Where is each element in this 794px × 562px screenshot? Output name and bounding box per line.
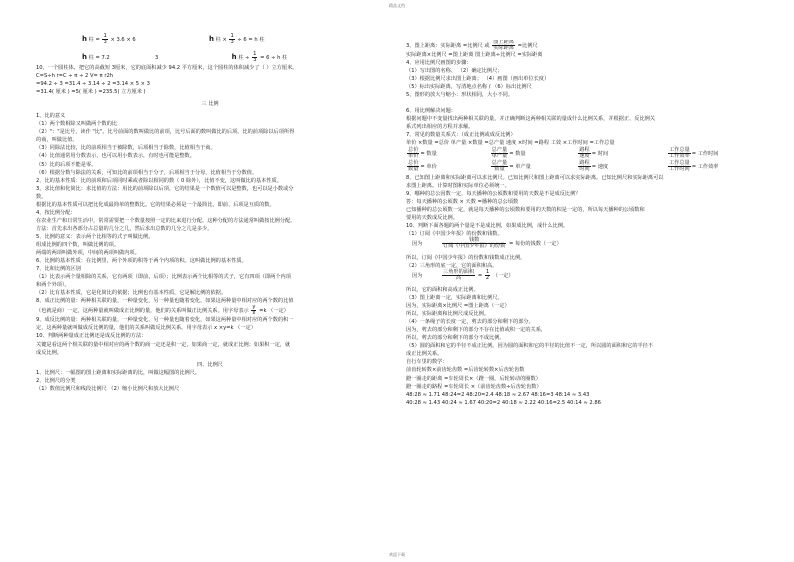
text-line: 和两个外项）。 [36, 282, 70, 289]
text-line: 两端的两项叫做外项，中间的两项叫做内项。 [36, 250, 140, 257]
text-fragment: （也就是商）一定，这两种量就叫做成正比例的量，他们的关系叫做正比例关系。用字母表示 [36, 308, 249, 315]
text-line: C=S÷h r=C ÷ π ÷ 2 V= π r2h [36, 73, 114, 80]
text-fragment: =k （一定） [259, 308, 289, 315]
text-line: 系式列出相应的方程并求解。 [406, 124, 474, 131]
relation-cell: $\frac{\text{路程}}{\text{时间}}$ = 速度 [579, 159, 609, 172]
page-header: 精品文档 [389, 3, 405, 8]
text-line: 10、一个圆柱体，把它的高截短 3厘米，它的底面积减少 94.2 平方厘米，这个圆柱的体积减少了（ ）立方厘米。 [36, 65, 298, 71]
fraction: $\frac{1}{2}$ [485, 268, 490, 281]
fraction: $\frac{\text{钱数}}{\text{订阅《中国少年报》的份数}}$ [443, 236, 506, 249]
relation-cell: $\frac{\text{工作总量}}{\text{工作效率}}$ = 工作时间 [668, 146, 719, 159]
text-line: 数。 [36, 193, 47, 200]
text-line: 因为，实际距离×比例尺 =图上距离（一定） [406, 303, 510, 310]
relation-cell: $\frac{\text{总价}}{\text{单价}}$ = 数量 [408, 146, 437, 159]
text-line: 48:28 ≈ 1.71 48:24=2 48:20=2.4 48:18 ≈ 2.67 48:16=3 48:14 ≈ 3.43 [406, 391, 590, 398]
text-line: （6）根据分数与除法的关系，可知比的前项相当于分子，后项相当于分母，比值相当于分数值。 [36, 169, 258, 176]
text-line: （3）图上距离一定，实际距离和比例尺。 [406, 295, 503, 302]
fraction: $\frac{1}{3}$ [230, 33, 234, 45]
text-line: 所以，剪去的部分和剩下的部分不成比例。 [406, 335, 505, 342]
text-line: 5、图形的放大与缩小：形状相同，大小不同。 [406, 92, 514, 99]
text-line: 9、哪种的总公因数一定，每天播种的公顷数和要用的天数是不是成反比例？ [406, 190, 581, 197]
text-line [406, 40, 764, 51]
text-line: 所以，它的面积和高成正比例。 [406, 286, 479, 293]
text-line: （1）两个数相除又叫做两个数的比 [36, 121, 118, 128]
text-line: 4、按比例分配： [36, 209, 76, 216]
text-line: 实际距离×比例尺 =图上距离 图上距离÷比例尺 =实际距离 [406, 52, 543, 58]
text-fragment: 因为 [412, 272, 423, 279]
text-line: 自行车里的数学： [406, 359, 448, 366]
text-line [36, 305, 384, 316]
fraction: $\frac{1}{3}$ [253, 51, 257, 63]
text-line: 3、求比值和化简比：求比值的方法：用比的前项除以后项，它的结果是一个数值可以是整数，也可以是小数或分 [36, 185, 294, 192]
text-line: =94.2 ÷ 3 =31.4 ÷ 3.14 ÷ 2 =3.14 × 5 × 3 [36, 81, 150, 88]
text-line: （4）比值通常用分数表示，也可以用小数表示，有时也可能是整数。 [36, 153, 195, 160]
text-line: （5）比的后项不能是零。 [36, 161, 97, 168]
relation-row-1 [406, 148, 764, 161]
text-line: （5）标出实际距离，写清地点名称 / （6）标出比例尺 [406, 84, 532, 91]
text-line: （5）圆的面积和它的半径不成正比例。因为圆的面积和它的半径的比值不一定，所以圆的面积和它的半径不 [406, 343, 654, 350]
text-line: （1）数值比例尺和线段比例尺 （2）缩小比例尺和放大比例尺 [36, 385, 180, 392]
relation-cell: $\frac{\text{总产量}}{\text{数量}}$ = 单产量 [491, 159, 531, 172]
text-line: 4、应用比例尺画图的步骤： [406, 60, 472, 67]
section-heading: 四、比例尺 [197, 361, 223, 368]
relation-row-2 [406, 161, 764, 174]
left-column [36, 34, 384, 393]
text-line: 蹬一圈走的距离 =车轮周长×（蹬一圈，后轮转动的圈数） [406, 375, 541, 382]
text-line: 9、成反比例的量：两种相关联的量，一种量变化，另一种量也随着变化，如果这两种量中相对应的两个数的积一 [36, 317, 294, 324]
text-line: （2）"："是比号，读作 "比"。比号前面的数叫做比的前项，比号后面的数叫做比的后项。比的前项除以后项所得 [36, 129, 295, 136]
text-line: 成正比例关系。 [406, 351, 443, 358]
text-line: （1）比表示两个量相除的关系，它有两项（即前、后项）；比例表示两个比相等的式子，它有四项（即两个内项 [36, 274, 291, 281]
text-line: 组成比例的四个数，叫做比例的项。 [36, 241, 120, 248]
text-line: 方法：首先求出各部分占总量的几分之几，然后求出总数的几分之几是多少。 [36, 225, 213, 232]
text-line: 8、已知图上距离和实际距离可以求比例尺。已知比例尺和图上距离可以求实际距离。已知比例尺和实际距离可以 [406, 174, 664, 181]
text-line: 已知播种的总公顷数一定，就是每天播种的公顷数和要用的天数的积是一定的，所以每天播种的公顷数和 [406, 206, 645, 213]
text-line: 的商，叫做比值。 [36, 137, 78, 144]
text-line: 定，这两种量就叫做成反比例的量，他们的关系叫做反比例关系。用字母表示 x ×y=k （一定） [36, 325, 256, 332]
text-line: 前齿轮转数×前齿轮齿数 =后齿轮转数×后齿轮齿数 [406, 367, 525, 374]
text-line: 蹬一圈走的路程 =车轮周长 ×（前齿轮齿数÷后齿轮齿数） [406, 383, 542, 390]
text-line: 在农业生产和日常生活中，常常需要把一个数量按照一定的比来进行分配。这种分配的方法通常叫做按比例分配。 [36, 217, 296, 224]
section-heading: 三 比例 [201, 101, 219, 108]
fraction: $\frac{y}{x}$ [252, 305, 256, 317]
text-line: 1、比例尺：一幅图的图上距离和实际距离的比，叫做这幅图的比例尺。 [36, 369, 201, 376]
question-2-formula: 因为 $\frac{\text{三角形的面积}}{\text{高}}$ = $\frac{1}{2}$ （一定） [412, 268, 514, 281]
text-fragment: 3、图上距离：实际距离 =比例尺 或 [406, 43, 490, 49]
text-line: （1）订阅《中国少年报》的份数和钱数。 [406, 230, 503, 237]
text-line: 2、比例尺的分类 [36, 377, 76, 384]
text-line: 7、比和比例的区别 [36, 266, 81, 273]
text-line: 1、比的意义 [36, 113, 66, 120]
h-symbol: h [82, 53, 87, 61]
formula-text: = 6 ÷ h [260, 55, 281, 61]
fraction: $\frac{1}{3}$ [103, 33, 107, 45]
text-line: （1）写出图的名称、 （2）确定比例尺； [406, 68, 503, 75]
text-line: 根据问题中不变量找出两种相关联的量，并正确判断这两种相关联的量成什么比例关系，并根据正、反比例关 [406, 116, 656, 123]
text-line: 单价 ×数量 =总价 单产量 ×数量 =总产量 速度 ×时间 =路程 工效 ×工作时间 =工作总量 [406, 140, 615, 147]
text-line: 答：每天播种的公顷数 × 天数 =播种的总公顷数 [406, 198, 519, 205]
relation-cell: $\frac{\text{总产量}}{\text{单产量}}$ = 数量 [491, 146, 526, 159]
h-symbol: h [208, 35, 214, 43]
text-line: 因为，剪去的部分和剩下的部分不存在比值或积一定的关系， [406, 327, 547, 334]
text-line: 8、成正比例的量：两种相关联的量，一种量变化，另一种量也随着变化，如果这两种量中相对应的两个数的比值 [36, 298, 294, 305]
formula-row-2 [82, 51, 384, 63]
relation-cell: $\frac{\text{总价}}{\text{数量}}$ = 单价 [408, 159, 437, 172]
text-line: 所以，实际距离和比例尺成反比例。 [406, 311, 490, 318]
text-line: （2）三角形的底一定，它的面积和高。 [406, 262, 498, 269]
text-line: 10、判断下面各题的两个量是不是成比例，如果成比例，成什么比例。 [406, 222, 569, 229]
text-line: 6、用比例解决问题： [406, 108, 456, 115]
fraction: $\frac{\text{三角形的面积}}{\text{高}}$ [443, 268, 475, 281]
text-line: 6、比例的基本性质：在比例里，两个外项的积等于两个内项的积。这叫做比例的基本性质。 [36, 258, 247, 265]
formula-text: 柱 ÷ [238, 55, 250, 61]
text-line: （4）一条绳子的长度一定，剪去的部分和剩下的部分。 [406, 319, 534, 326]
text-line: 40:28 ≈ 1.43 40:24 ≈ 1.67 40:20=2 40:18 ≈ 2.22 40:16=2.5 40:14 ≈ 2.86 [406, 399, 601, 406]
formula-text: 柱 = [88, 37, 100, 43]
text-fragment: （一定） [492, 272, 514, 279]
text-line: （2）比有基本性质，它是化简比的依据；比例也有基本性质，它是解比例的依据。 [36, 290, 227, 297]
formula-text: 柱 = 7.2 [88, 55, 110, 61]
formula-text: 3 [155, 55, 159, 61]
right-column [406, 40, 764, 407]
formula-text: × 3.6 × 6 [110, 37, 136, 43]
text-line: 关键是看这两个相关联的量中相对应的两个数的商一定还是积一定，如果商一定，就成正比例；如果积一定，就 [36, 341, 291, 348]
h-symbol: h [82, 35, 87, 43]
text-line: 成反比例。 [36, 349, 62, 356]
text-line: 5、比例的意义：表示两个比相等的式子叫做比例。 [36, 233, 154, 240]
question-1-formula [406, 238, 764, 254]
text-line: =31.4( 厘米 ) =5( 厘米 ) =235.5( 立方厘米 ) [36, 89, 146, 96]
relation-cell: $\frac{\text{工作总量}}{\text{工作时间}}$ = 工作效率 [668, 159, 719, 172]
formula-row-1 [82, 33, 384, 45]
formula-text: 柱 [282, 55, 288, 61]
text-line: 要用的天数成反比例。 [406, 214, 458, 221]
text-line: 求图上距离。计算时图和实际单位必须统一。 [406, 182, 510, 189]
formula-text: ÷ 6 = h [237, 37, 258, 43]
h-symbol: h [231, 53, 237, 61]
page-footer: 欢迎下载 [389, 552, 405, 557]
text-line: 7、常见的数量关系式：（成正比例或成反比例） [406, 132, 516, 139]
text-line: （3）根据比例尺求出图上距离； （4）画图（画出单位长度） [406, 76, 550, 83]
text-line: 2、比的基本性质：比的前项和后项同时乘或者除以相同的数（ 0 除外），比值不变，这叫做比的基本性质。 [36, 177, 282, 184]
text-line [406, 99, 764, 107]
fraction: $\frac{\text{图上距离}}{\text{实际距离}}$ [493, 40, 514, 51]
text-line: 所以，订阅《中国少年报》的份数和钱数成正比例。 [406, 254, 526, 261]
text-fragment: =比例尺 [517, 43, 538, 49]
formula-text: 柱 × [215, 37, 227, 43]
formula-text: 柱 [259, 37, 265, 43]
text-line: （3）同除法比较，比的前项相当于被除数，后项相当于除数，比值相当于商。 [36, 145, 216, 152]
text-line: 10、判断两种量成正比例还是成反比例的方法： [36, 333, 147, 340]
text-line: 根据比的基本性质可以把比化成最简单的整数比。它的结果必须是一个最简比，即前、后项是互质的数。 [36, 201, 275, 208]
text-fragment: 因为 [412, 240, 423, 247]
text-fragment: = 每份的钱数（一定） [508, 240, 562, 247]
relation-cell: $\frac{\text{路程}}{\text{速度}}$ = 时间 [579, 146, 609, 159]
